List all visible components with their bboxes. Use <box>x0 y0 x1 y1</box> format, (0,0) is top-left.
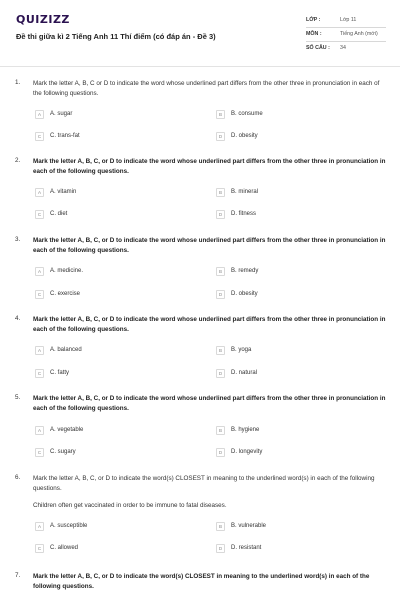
option-letter-box: D <box>216 290 225 299</box>
option-letter-box: D <box>216 448 225 457</box>
question-text: Mark the letter A, B, C or D to indicate the word whose underlined part differs from the other three in pronunciation in each of the following questions. <box>33 80 380 97</box>
option-label: C. exercise <box>50 291 81 297</box>
meta-key: SỐ CÂU : <box>306 45 330 51</box>
meta-value: Tiếng Anh (mới) <box>340 31 378 37</box>
option-label: D. obesity <box>231 291 258 297</box>
question-text: Mark the letter A, B, C, or D to indicate the word(s) CLOSEST in meaning to the underlined word(s) in each of the following questions. <box>33 475 375 492</box>
question-sentence: Children often get vaccinated in order to be immune to fatal diseases. <box>33 502 227 509</box>
option-letter-box: D <box>216 369 225 378</box>
option-label: D. longevity <box>231 449 263 455</box>
option-label: D. resistant <box>231 545 262 551</box>
option-label: A. medicine. <box>50 268 84 274</box>
option-label: A. susceptible <box>50 523 88 529</box>
question-number: 4. <box>15 315 21 322</box>
question-text: Mark the letter A, B, C, or D to indicate the word whose underlined part differs from the other three in pronunciation in each of the following questions. <box>33 316 386 333</box>
question-number: 2. <box>15 157 21 164</box>
option-letter-box: C <box>35 369 44 378</box>
meta-row-subject <box>306 28 386 42</box>
option-letter-box: C <box>35 132 44 141</box>
option-letter-box: C <box>35 210 44 219</box>
option-label: C. diet <box>50 211 68 217</box>
question-number: 3. <box>15 236 21 243</box>
option-letter-box: B <box>216 188 225 197</box>
question-number: 1. <box>15 79 21 86</box>
question-text: Mark the letter A, B, C, or D to indicate the word whose underlined part differs from the other three in pronunciation in each of the following questions. <box>33 158 386 175</box>
option-letter-box: D <box>216 210 225 219</box>
question-text: Mark the letter A, B, C, or D to indicate the word whose underlined part differs from the other three in pronunciation in each of the following questions. <box>33 395 386 412</box>
option-label: B. consume <box>231 111 263 117</box>
option-label: B. hygiene <box>231 427 260 433</box>
meta-key: LỚP : <box>306 17 321 23</box>
option-letter-box: A <box>35 110 44 119</box>
option-letter-box: C <box>35 290 44 299</box>
meta-row-class <box>306 14 386 28</box>
question-text: Mark the letter A, B, C, or D to indicate the word(s) CLOSEST in meaning to the underlined word(s) in each of the following questions. <box>33 573 370 590</box>
option-letter-box: A <box>35 426 44 435</box>
meta-value: Lớp 11 <box>340 17 357 23</box>
option-letter-box: B <box>216 110 225 119</box>
option-letter-box: C <box>35 544 44 553</box>
meta-key: MÔN : <box>306 31 322 37</box>
option-letter-box: B <box>216 346 225 355</box>
option-label: C. sugary <box>50 449 76 455</box>
option-label: B. remedy <box>231 268 259 274</box>
option-label: B. yoga <box>231 347 252 353</box>
option-letter-box: B <box>216 267 225 276</box>
option-letter-box: A <box>35 188 44 197</box>
option-letter-box: B <box>216 426 225 435</box>
option-label: D. obesity <box>231 133 258 139</box>
option-label: A. sugar <box>50 111 73 117</box>
option-label: D. natural <box>231 370 258 376</box>
option-letter-box: D <box>216 132 225 141</box>
meta-row-count <box>306 42 386 56</box>
option-label: C. allowed <box>50 545 79 551</box>
document-header <box>0 0 400 66</box>
option-label: A. balanced <box>50 347 82 353</box>
question-text: Mark the letter A, B, C, or D to indicate the word whose underlined part differs from the other three in pronunciation in each of the following questions. <box>33 237 386 254</box>
question-number: 6. <box>15 474 21 481</box>
meta-table <box>306 14 386 56</box>
question-number: 7. <box>15 572 21 579</box>
option-letter-box: D <box>216 544 225 553</box>
option-letter-box: C <box>35 448 44 457</box>
option-letter-box: A <box>35 267 44 276</box>
option-label: C. fatty <box>50 370 70 376</box>
option-label: B. vulnerable <box>231 523 267 529</box>
meta-value: 34 <box>340 45 346 51</box>
header-divider <box>0 66 400 67</box>
option-label: A. vitamin <box>50 189 77 195</box>
option-letter-box: A <box>35 346 44 355</box>
document-title: Đề thi giữa kì 2 Tiếng Anh 11 Thí điểm (có đáp án - Đề 3) <box>16 32 216 41</box>
option-label: A. vegetable <box>50 427 84 433</box>
option-label: B. mineral <box>231 189 259 195</box>
quizizz-logo: QUIZIZZ <box>16 13 70 26</box>
option-label: D. fitness <box>231 211 257 217</box>
question-number: 5. <box>15 394 21 401</box>
option-letter-box: B <box>216 522 225 531</box>
option-label: C. trans-fat <box>50 133 80 139</box>
option-letter-box: A <box>35 522 44 531</box>
